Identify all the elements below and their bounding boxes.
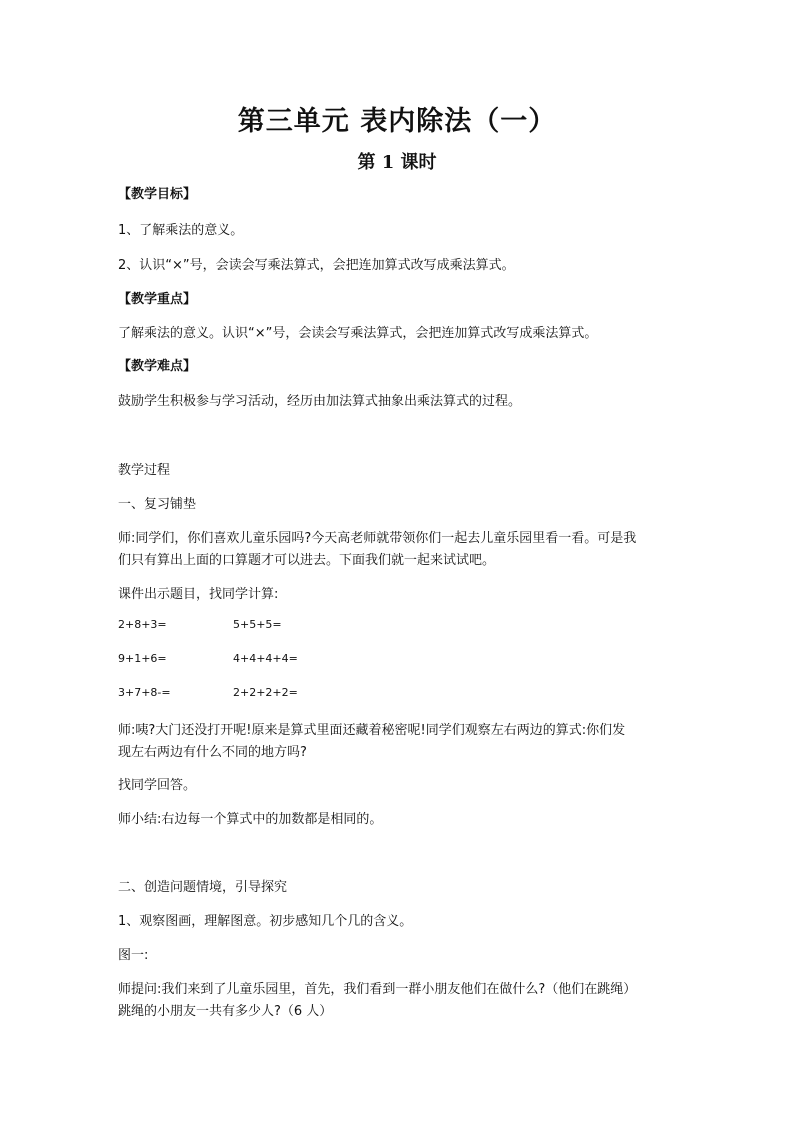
goal-item-2: 2、认识“×”号，会读会写乘法算式，会把连加算式改写成乘法算式。: [118, 258, 515, 273]
process-heading: 教学过程: [118, 463, 171, 478]
review-intro-line-1: 师:同学们，你们喜欢儿童乐园吗?今天高老师就带领你们一起去儿童乐园里看一看。可是我: [118, 531, 637, 546]
explore-step-1: 1、观察图画，理解图意。初步感知几个几的含义。: [118, 914, 413, 929]
explore-heading: 二、创造问题情境，引导探究: [118, 880, 288, 895]
review-heading: 一、复习铺垫: [118, 497, 197, 512]
goals-heading: 【教学目标】: [118, 187, 197, 202]
exercise-left-1: 2+8+3=: [118, 618, 167, 631]
exercise-right-1: 5+5+5=: [233, 618, 282, 631]
goal-item-1: 1、了解乘法的意义。: [118, 223, 244, 238]
explore-question-line-2: 跳绳的小朋友一共有多少人?（6 人）: [118, 1004, 333, 1019]
review-question-line-2: 现左右两边有什么不同的地方吗?: [118, 745, 307, 760]
review-question-line-1: 师:咦?大门还没打开呢!原来是算式里面还藏着秘密呢!同学们观察左右两边的算式:你们发: [118, 723, 626, 738]
difficulties-text: 鼓励学生积极参与学习活动，经历由加法算式抽象出乘法算式的过程。: [118, 394, 522, 409]
key-points-text: 了解乘法的意义。认识“×”号，会读会写乘法算式，会把连加算式改写成乘法算式。: [118, 326, 598, 341]
review-intro-line-2: 们只有算出上面的口算题才可以进去。下面我们就一起来试试吧。: [118, 553, 496, 568]
difficulties-heading: 【教学难点】: [118, 359, 197, 374]
review-task: 课件出示题目，找同学计算:: [118, 587, 279, 602]
exercise-right-3: 2+2+2+2=: [233, 686, 298, 699]
figure-label: 图一:: [118, 948, 149, 963]
exercise-left-2: 9+1+6=: [118, 652, 167, 665]
explore-question-line-1: 师提问:我们来到了儿童乐园里，首先，我们看到一群小朋友他们在做什么?（他们在跳绳）: [118, 982, 637, 997]
lesson-subtitle: 第 1 课时: [357, 152, 437, 173]
review-answer: 找同学回答。: [118, 778, 197, 793]
exercise-left-3: 3+7+8-=: [118, 686, 171, 699]
page-title: 第三单元 表内除法（一）: [237, 106, 557, 137]
review-summary: 师小结:右边每一个算式中的加数都是相同的。: [118, 812, 383, 827]
exercise-right-2: 4+4+4+4=: [233, 652, 298, 665]
key-points-heading: 【教学重点】: [118, 292, 197, 307]
